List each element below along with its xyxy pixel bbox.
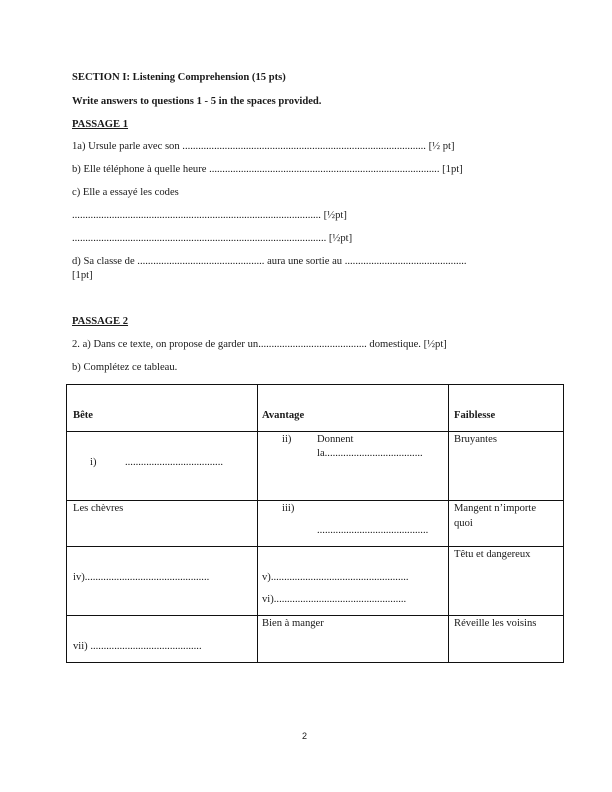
item-number: ii) bbox=[282, 434, 292, 445]
table-cell bbox=[449, 616, 564, 663]
section-title: SECTION I: Listening Comprehension (15 pts) bbox=[72, 72, 286, 83]
question-1c: c) Elle a essayé les codes bbox=[72, 187, 179, 198]
cell-text: quoi bbox=[454, 518, 473, 529]
table-cell bbox=[67, 501, 258, 547]
question-1c-answer-line-2[interactable]: ................................................................................................ [½pt] bbox=[72, 233, 353, 244]
cell-text: Donnent bbox=[317, 434, 354, 445]
table-cell bbox=[67, 547, 258, 616]
header-cell bbox=[449, 385, 564, 432]
question-2a[interactable]: 2. a) Dans ce texte, on propose de garder un......................................... domestique. [½pt] bbox=[72, 339, 447, 350]
passage1-heading: PASSAGE 1 bbox=[72, 119, 129, 130]
header-bete: Bête bbox=[73, 410, 93, 421]
cell-text: Mangent n’importe bbox=[454, 503, 537, 514]
table-cell bbox=[67, 616, 258, 663]
header-avantage: Avantage bbox=[262, 410, 305, 421]
answer-blank[interactable]: vi).................................................. bbox=[262, 594, 407, 605]
question-1d[interactable]: d) Sa classe de ................................................ aura une sortie au .............................................. bbox=[72, 256, 467, 267]
table-cell bbox=[449, 432, 564, 501]
item-number: iii) bbox=[282, 503, 295, 514]
passage2-heading: PASSAGE 2 bbox=[72, 316, 129, 327]
question-1a[interactable]: 1a) Ursule parle avec son ............................................................................................ [½ pt] bbox=[72, 141, 455, 152]
answer-blank[interactable]: .......................................... bbox=[317, 525, 429, 536]
table-cell bbox=[449, 501, 564, 547]
table-cell bbox=[449, 547, 564, 616]
table-row bbox=[67, 432, 564, 501]
question-1b[interactable]: b) Elle téléphone à quelle heure ....................................................................................... [1pt] bbox=[72, 164, 463, 175]
answer-blank[interactable]: ..................................... bbox=[125, 457, 223, 468]
answer-blank[interactable]: iv)............................................... bbox=[73, 572, 210, 583]
question-1d-points: [1pt] bbox=[72, 270, 93, 281]
cell-text: Bruyantes bbox=[454, 434, 497, 445]
item-number: i) bbox=[90, 457, 97, 468]
question-2b: b) Complétez ce tableau. bbox=[72, 362, 178, 373]
table-cell bbox=[67, 432, 258, 501]
table-cell bbox=[258, 547, 449, 616]
table-cell bbox=[258, 501, 449, 547]
cell-text: Les chèvres bbox=[73, 503, 124, 514]
instruction: Write answers to questions 1 - 5 in the spaces provided. bbox=[72, 96, 322, 107]
header-faiblesse: Faiblesse bbox=[454, 410, 496, 421]
header-cell bbox=[67, 385, 258, 432]
answer-blank[interactable]: v).................................................... bbox=[262, 572, 409, 583]
table-row bbox=[67, 501, 564, 547]
answer-blank[interactable]: la..................................... bbox=[317, 448, 423, 459]
page-number: 2 bbox=[302, 731, 308, 741]
answer-blank[interactable]: vii) .......................................... bbox=[73, 641, 202, 652]
table-cell bbox=[258, 432, 449, 501]
table-row bbox=[67, 547, 564, 616]
table-header-row bbox=[67, 385, 564, 432]
cell-text: Têtu et dangereux bbox=[454, 549, 531, 560]
cell-text: Bien à manger bbox=[262, 618, 324, 629]
question-1c-answer-line-1[interactable]: .............................................................................................. [½pt] bbox=[72, 210, 347, 221]
header-cell bbox=[258, 385, 449, 432]
table-cell bbox=[258, 616, 449, 663]
cell-text: Réveille les voisins bbox=[454, 618, 537, 629]
answer-table bbox=[66, 384, 564, 663]
table-row bbox=[67, 616, 564, 663]
